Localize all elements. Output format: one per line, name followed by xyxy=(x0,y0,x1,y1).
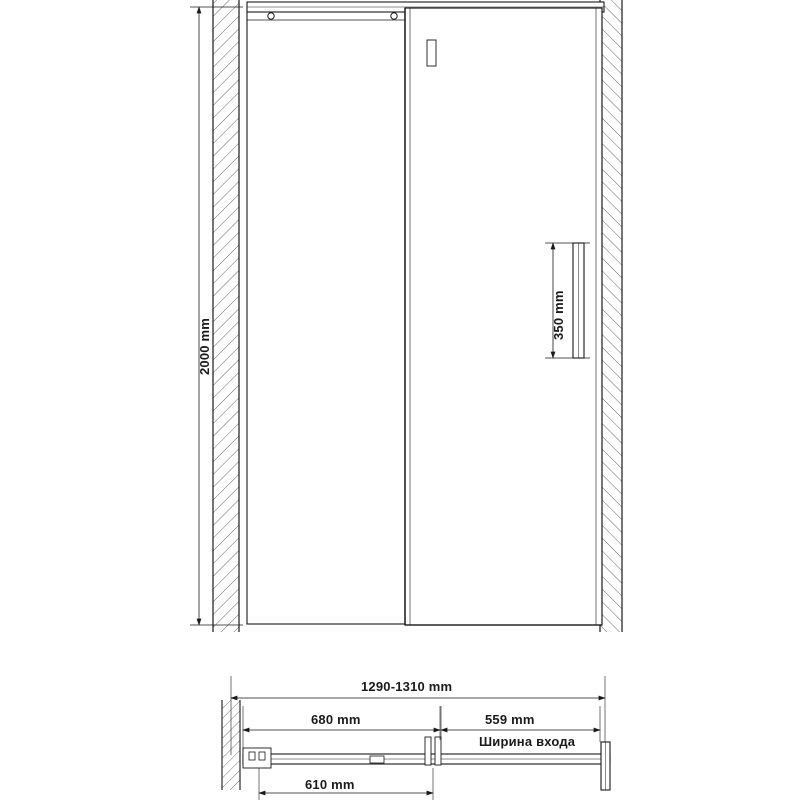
plan-entry-width-label: 559 mm xyxy=(485,712,535,727)
right-wall-section xyxy=(600,0,622,632)
handle-dimension-label: 350 mm xyxy=(551,290,566,340)
plan-fixed-panel-label: 680 mm xyxy=(311,712,361,727)
plan-total-width-label: 1290-1310 mm xyxy=(361,679,453,694)
door-handle xyxy=(573,243,584,358)
plan-entry-width-caption: Ширина входа xyxy=(479,734,576,749)
left-wall-section xyxy=(213,0,239,632)
height-dimension-label: 2000 mm xyxy=(197,317,212,375)
plan-inner-label: 610 mm xyxy=(305,777,355,792)
